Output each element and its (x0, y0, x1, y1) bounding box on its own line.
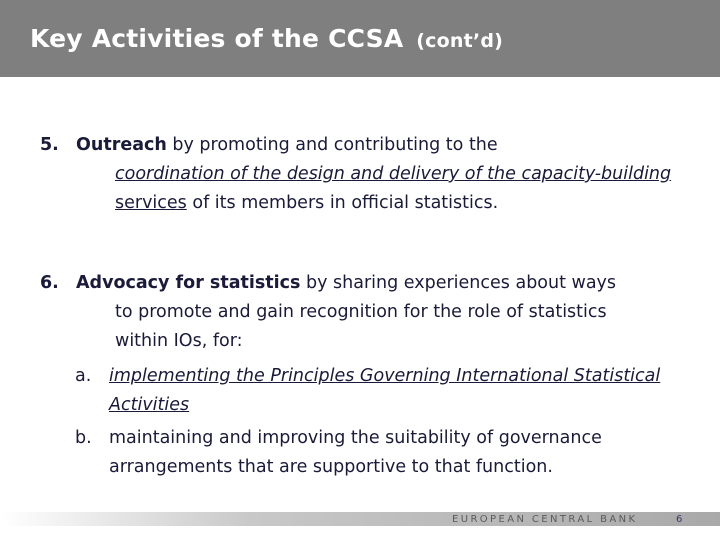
footer-logo-text: EUROPEAN CENTRAL BANK (452, 514, 638, 525)
capacity-building-link[interactable]: coordination of the design and delivery of the capacity-building (115, 164, 672, 184)
item-line-2: to promote and gain recognition for the role of statistics (115, 302, 607, 322)
slide-title (30, 24, 503, 53)
item-number: 6. (40, 273, 59, 293)
item-line-3-rest: of its members in official statistics. (186, 193, 499, 213)
item-line-3 (115, 189, 498, 218)
item-line-3: within IOs, for: (115, 331, 243, 351)
slide-title-text: Key Activities of the CCSA (30, 24, 404, 53)
item-first-line (76, 269, 616, 298)
principles-link-cont[interactable]: Activities (109, 395, 190, 415)
item-text: by promoting and contributing to the (166, 135, 498, 155)
sub-item-letter: a. (75, 366, 92, 386)
sub-item-text: maintaining and improving the suitability of governance (109, 428, 602, 448)
services-link[interactable]: services (115, 193, 187, 213)
principles-link[interactable]: implementing the Principles Governing International Statistical (109, 366, 661, 386)
item-heading: Advocacy for statistics (76, 273, 301, 293)
item-first-line (76, 131, 498, 160)
slide-title-suffix: (cont’d) (416, 30, 504, 52)
sub-item-text-cont: arrangements that are supportive to that function. (109, 457, 553, 477)
item-text: by sharing experiences about ways (300, 273, 617, 293)
sub-item-letter: b. (75, 428, 92, 448)
item-heading: Outreach (76, 135, 167, 155)
title-bar (0, 0, 720, 77)
item-number: 5. (40, 135, 59, 155)
page-number: 6 (676, 514, 683, 525)
